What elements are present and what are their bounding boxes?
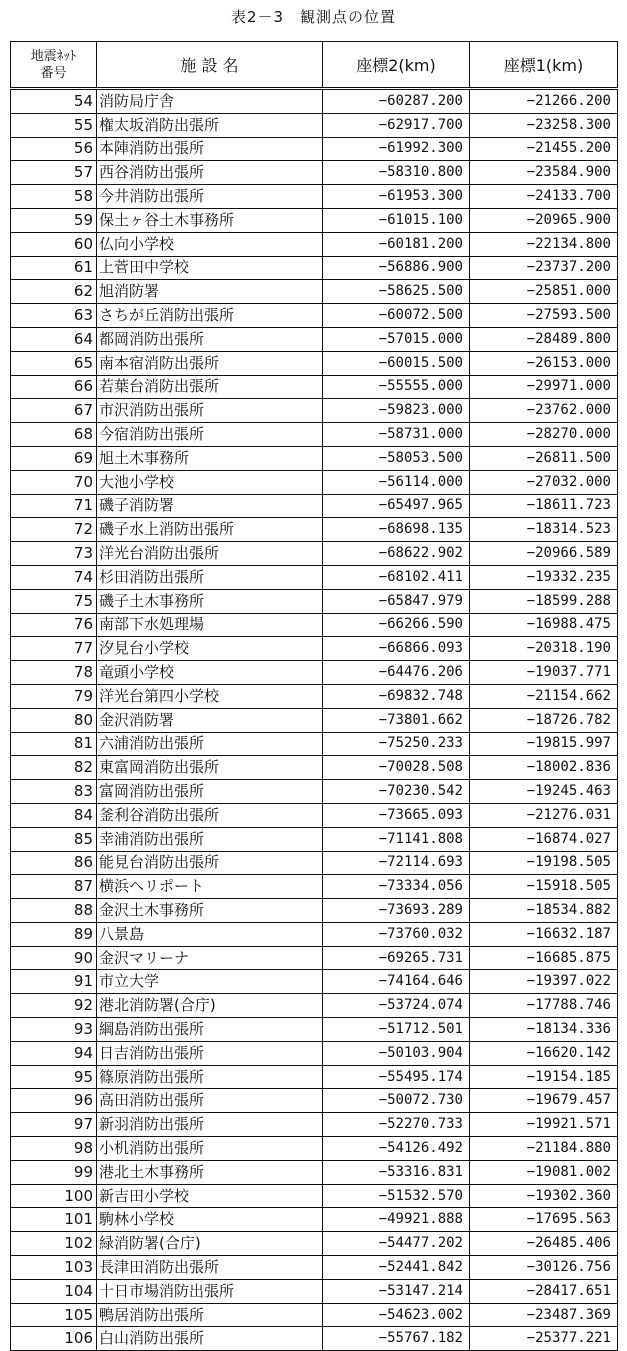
cell-facility-name: 旭土木事務所 <box>97 446 323 470</box>
table-row <box>11 613 618 637</box>
cell-coordinate-1: −27032.000 <box>470 470 618 494</box>
cell-coordinate-1: −21266.200 <box>470 89 618 114</box>
cell-coordinate-2: −52270.733 <box>323 1113 470 1137</box>
cell-facility-name: さちが丘消防出張所 <box>97 304 323 328</box>
observation-points-table <box>10 41 618 1351</box>
cell-facility-name: 市立大学 <box>97 970 323 994</box>
cell-coordinate-2: −73665.093 <box>323 803 470 827</box>
cell-facility-name: 今井消防出張所 <box>97 185 323 209</box>
cell-coordinate-2: −58053.500 <box>323 446 470 470</box>
cell-facility-name: 港北土木事務所 <box>97 1160 323 1184</box>
cell-number: 82 <box>11 756 97 780</box>
cell-coordinate-1: −16685.875 <box>470 946 618 970</box>
cell-number: 103 <box>11 1256 97 1280</box>
cell-number: 86 <box>11 851 97 875</box>
cell-facility-name: 南本宿消防出張所 <box>97 351 323 375</box>
cell-coordinate-1: −19037.771 <box>470 661 618 685</box>
table-row <box>11 89 618 114</box>
column-header-coordinate-1: 座標1(km) <box>470 42 618 89</box>
table-row <box>11 399 618 423</box>
cell-coordinate-1: −22134.800 <box>470 232 618 256</box>
table-row <box>11 708 618 732</box>
cell-coordinate-2: −75250.233 <box>323 732 470 756</box>
cell-coordinate-2: −72114.693 <box>323 851 470 875</box>
table-row <box>11 280 618 304</box>
cell-number: 64 <box>11 327 97 351</box>
table-row <box>11 137 618 161</box>
cell-coordinate-1: −23584.900 <box>470 161 618 185</box>
table-row <box>11 375 618 399</box>
cell-facility-name: 新吉田小学校 <box>97 1184 323 1208</box>
cell-coordinate-1: −19245.463 <box>470 780 618 804</box>
cell-facility-name: 綱島消防出張所 <box>97 1018 323 1042</box>
cell-number: 100 <box>11 1184 97 1208</box>
cell-coordinate-1: −19921.571 <box>470 1113 618 1137</box>
table-row <box>11 875 618 899</box>
cell-facility-name: 磯子水上消防出張所 <box>97 518 323 542</box>
table-row <box>11 1208 618 1232</box>
cell-coordinate-1: −23737.200 <box>470 256 618 280</box>
cell-facility-name: 港北消防署(合庁) <box>97 994 323 1018</box>
cell-coordinate-1: −18134.336 <box>470 1018 618 1042</box>
cell-number: 57 <box>11 161 97 185</box>
cell-number: 75 <box>11 589 97 613</box>
cell-number: 104 <box>11 1279 97 1303</box>
cell-number: 94 <box>11 1041 97 1065</box>
cell-facility-name: 竜頭小学校 <box>97 661 323 685</box>
cell-coordinate-1: −24133.700 <box>470 185 618 209</box>
table-row <box>11 589 618 613</box>
table-row <box>11 1065 618 1089</box>
cell-coordinate-1: −26153.000 <box>470 351 618 375</box>
cell-coordinate-2: −70028.508 <box>323 756 470 780</box>
table-row <box>11 827 618 851</box>
header-row <box>11 42 618 89</box>
cell-facility-name: 洋光台消防出張所 <box>97 542 323 566</box>
cell-coordinate-1: −23258.300 <box>470 113 618 137</box>
cell-coordinate-2: −58731.000 <box>323 423 470 447</box>
table-row <box>11 780 618 804</box>
cell-number: 88 <box>11 899 97 923</box>
cell-facility-name: 都岡消防出張所 <box>97 327 323 351</box>
column-header-number <box>11 42 97 89</box>
cell-coordinate-2: −56114.000 <box>323 470 470 494</box>
cell-coordinate-1: −28270.000 <box>470 423 618 447</box>
cell-coordinate-2: −60072.500 <box>323 304 470 328</box>
cell-facility-name: 消防局庁舎 <box>97 89 323 114</box>
cell-coordinate-1: −27593.500 <box>470 304 618 328</box>
table-row <box>11 423 618 447</box>
cell-number: 76 <box>11 613 97 637</box>
cell-number: 74 <box>11 565 97 589</box>
cell-coordinate-1: −25377.221 <box>470 1327 618 1351</box>
table-row <box>11 899 618 923</box>
cell-facility-name: 日吉消防出張所 <box>97 1041 323 1065</box>
cell-facility-name: 白山消防出張所 <box>97 1327 323 1351</box>
cell-facility-name: 十日市場消防出張所 <box>97 1279 323 1303</box>
cell-facility-name: 能見台消防出張所 <box>97 851 323 875</box>
cell-number: 105 <box>11 1303 97 1327</box>
table-row <box>11 304 618 328</box>
cell-coordinate-2: −73693.289 <box>323 899 470 923</box>
table-row <box>11 803 618 827</box>
cell-facility-name: 高田消防出張所 <box>97 1089 323 1113</box>
cell-facility-name: 金沢マリーナ <box>97 946 323 970</box>
cell-number: 65 <box>11 351 97 375</box>
cell-coordinate-2: −58625.500 <box>323 280 470 304</box>
cell-coordinate-1: −20965.900 <box>470 208 618 232</box>
table-row <box>11 970 618 994</box>
cell-facility-name: 篠原消防出張所 <box>97 1065 323 1089</box>
table-row <box>11 1113 618 1137</box>
cell-coordinate-1: −17788.746 <box>470 994 618 1018</box>
cell-coordinate-1: −20318.190 <box>470 637 618 661</box>
cell-facility-name: 幸浦消防出張所 <box>97 827 323 851</box>
cell-facility-name: 大池小学校 <box>97 470 323 494</box>
table-row <box>11 1256 618 1280</box>
cell-number: 84 <box>11 803 97 827</box>
cell-coordinate-2: −53147.214 <box>323 1279 470 1303</box>
table-row <box>11 1018 618 1042</box>
cell-coordinate-1: −21154.662 <box>470 684 618 708</box>
cell-coordinate-1: −16874.027 <box>470 827 618 851</box>
table-row <box>11 637 618 661</box>
cell-coordinate-2: −66866.093 <box>323 637 470 661</box>
cell-coordinate-2: −61953.300 <box>323 185 470 209</box>
cell-coordinate-2: −59823.000 <box>323 399 470 423</box>
cell-coordinate-2: −55767.182 <box>323 1327 470 1351</box>
cell-facility-name: 若葉台消防出張所 <box>97 375 323 399</box>
table-row <box>11 494 618 518</box>
table-row <box>11 1184 618 1208</box>
cell-coordinate-1: −21184.880 <box>470 1137 618 1161</box>
cell-facility-name: 新羽消防出張所 <box>97 1113 323 1137</box>
table-row <box>11 1089 618 1113</box>
cell-number: 99 <box>11 1160 97 1184</box>
cell-coordinate-1: −18314.523 <box>470 518 618 542</box>
cell-facility-name: 小机消防出張所 <box>97 1137 323 1161</box>
cell-coordinate-1: −19081.002 <box>470 1160 618 1184</box>
cell-coordinate-1: −18534.882 <box>470 899 618 923</box>
table-row <box>11 351 618 375</box>
cell-coordinate-1: −18611.723 <box>470 494 618 518</box>
table-row <box>11 1327 618 1351</box>
cell-coordinate-2: −73334.056 <box>323 875 470 899</box>
cell-coordinate-1: −26811.500 <box>470 446 618 470</box>
table-row <box>11 208 618 232</box>
table-row <box>11 161 618 185</box>
cell-number: 92 <box>11 994 97 1018</box>
cell-facility-name: 金沢消防署 <box>97 708 323 732</box>
cell-coordinate-2: −68102.411 <box>323 565 470 589</box>
cell-facility-name: 杉田消防出張所 <box>97 565 323 589</box>
cell-number: 97 <box>11 1113 97 1137</box>
cell-coordinate-2: −65847.979 <box>323 589 470 613</box>
table-row <box>11 1279 618 1303</box>
table-row <box>11 994 618 1018</box>
table-row <box>11 851 618 875</box>
cell-coordinate-2: −60287.200 <box>323 89 470 114</box>
cell-number: 70 <box>11 470 97 494</box>
cell-facility-name: 富岡消防出張所 <box>97 780 323 804</box>
cell-coordinate-2: −73801.662 <box>323 708 470 732</box>
cell-coordinate-1: −18002.836 <box>470 756 618 780</box>
cell-coordinate-1: −28417.651 <box>470 1279 618 1303</box>
cell-coordinate-1: −19332.235 <box>470 565 618 589</box>
cell-number: 91 <box>11 970 97 994</box>
cell-facility-name: 金沢土木事務所 <box>97 899 323 923</box>
cell-coordinate-2: −53724.074 <box>323 994 470 1018</box>
cell-number: 73 <box>11 542 97 566</box>
cell-number: 72 <box>11 518 97 542</box>
cell-coordinate-2: −60015.500 <box>323 351 470 375</box>
cell-coordinate-2: −74164.646 <box>323 970 470 994</box>
cell-facility-name: 上菅田中学校 <box>97 256 323 280</box>
table-row <box>11 756 618 780</box>
table-row <box>11 113 618 137</box>
cell-coordinate-2: −53316.831 <box>323 1160 470 1184</box>
cell-facility-name: 釜利谷消防出張所 <box>97 803 323 827</box>
cell-facility-name: 西谷消防出張所 <box>97 161 323 185</box>
column-header-number-line2: 番号 <box>40 65 67 81</box>
cell-number: 66 <box>11 375 97 399</box>
table-row <box>11 922 618 946</box>
cell-coordinate-1: −16988.475 <box>470 613 618 637</box>
cell-number: 95 <box>11 1065 97 1089</box>
cell-facility-name: 磯子土木事務所 <box>97 589 323 613</box>
cell-coordinate-1: −19815.997 <box>470 732 618 756</box>
cell-coordinate-2: −54623.002 <box>323 1303 470 1327</box>
cell-number: 61 <box>11 256 97 280</box>
cell-coordinate-1: −20966.589 <box>470 542 618 566</box>
cell-coordinate-1: −19198.505 <box>470 851 618 875</box>
cell-coordinate-2: −68698.135 <box>323 518 470 542</box>
cell-coordinate-2: −56886.900 <box>323 256 470 280</box>
cell-number: 68 <box>11 423 97 447</box>
cell-coordinate-2: −73760.032 <box>323 922 470 946</box>
cell-facility-name: 六浦消防出張所 <box>97 732 323 756</box>
cell-coordinate-2: −61015.100 <box>323 208 470 232</box>
cell-coordinate-1: −30126.756 <box>470 1256 618 1280</box>
table-row <box>11 185 618 209</box>
cell-facility-name: 長津田消防出張所 <box>97 1256 323 1280</box>
cell-facility-name: 仏向小学校 <box>97 232 323 256</box>
cell-coordinate-2: −61992.300 <box>323 137 470 161</box>
cell-coordinate-1: −16620.142 <box>470 1041 618 1065</box>
cell-coordinate-2: −55555.000 <box>323 375 470 399</box>
cell-number: 90 <box>11 946 97 970</box>
cell-coordinate-1: −23762.000 <box>470 399 618 423</box>
cell-number: 89 <box>11 922 97 946</box>
cell-number: 87 <box>11 875 97 899</box>
cell-facility-name: 本陣消防出張所 <box>97 137 323 161</box>
cell-coordinate-1: −26485.406 <box>470 1232 618 1256</box>
cell-coordinate-1: −21455.200 <box>470 137 618 161</box>
cell-coordinate-2: −65497.965 <box>323 494 470 518</box>
cell-facility-name: 権太坂消防出張所 <box>97 113 323 137</box>
cell-number: 58 <box>11 185 97 209</box>
column-header-coordinate-2: 座標2(km) <box>323 42 470 89</box>
cell-coordinate-1: −19302.360 <box>470 1184 618 1208</box>
cell-coordinate-1: −21276.031 <box>470 803 618 827</box>
cell-coordinate-1: −18599.288 <box>470 589 618 613</box>
cell-number: 79 <box>11 684 97 708</box>
cell-number: 56 <box>11 137 97 161</box>
table-row <box>11 1041 618 1065</box>
cell-number: 69 <box>11 446 97 470</box>
table-row <box>11 732 618 756</box>
table-row <box>11 1232 618 1256</box>
table-row <box>11 1303 618 1327</box>
cell-coordinate-2: −62917.700 <box>323 113 470 137</box>
cell-number: 102 <box>11 1232 97 1256</box>
cell-facility-name: 洋光台第四小学校 <box>97 684 323 708</box>
cell-facility-name: 磯子消防署 <box>97 494 323 518</box>
cell-facility-name: 緑消防署(合庁) <box>97 1232 323 1256</box>
cell-coordinate-1: −25851.000 <box>470 280 618 304</box>
cell-number: 83 <box>11 780 97 804</box>
cell-coordinate-2: −71141.808 <box>323 827 470 851</box>
cell-coordinate-2: −69265.731 <box>323 946 470 970</box>
cell-coordinate-2: −50103.904 <box>323 1041 470 1065</box>
cell-number: 106 <box>11 1327 97 1351</box>
cell-coordinate-2: −54126.492 <box>323 1137 470 1161</box>
cell-number: 98 <box>11 1137 97 1161</box>
cell-number: 78 <box>11 661 97 685</box>
cell-number: 81 <box>11 732 97 756</box>
cell-facility-name: 南部下水処理場 <box>97 613 323 637</box>
cell-coordinate-2: −54477.202 <box>323 1232 470 1256</box>
table-row <box>11 470 618 494</box>
table-row <box>11 946 618 970</box>
cell-coordinate-1: −16632.187 <box>470 922 618 946</box>
cell-facility-name: 今宿消防出張所 <box>97 423 323 447</box>
table-row <box>11 518 618 542</box>
cell-coordinate-1: −18726.782 <box>470 708 618 732</box>
cell-coordinate-2: −70230.542 <box>323 780 470 804</box>
cell-coordinate-1: −28489.800 <box>470 327 618 351</box>
cell-number: 80 <box>11 708 97 732</box>
cell-coordinate-1: −19154.185 <box>470 1065 618 1089</box>
table-row <box>11 542 618 566</box>
cell-coordinate-2: −68622.902 <box>323 542 470 566</box>
cell-coordinate-2: −51532.570 <box>323 1184 470 1208</box>
cell-number: 63 <box>11 304 97 328</box>
cell-facility-name: 鴨居消防出張所 <box>97 1303 323 1327</box>
cell-number: 93 <box>11 1018 97 1042</box>
table-row <box>11 661 618 685</box>
column-header-facility-name: 施 設 名 <box>97 42 323 89</box>
cell-number: 59 <box>11 208 97 232</box>
cell-facility-name: 駒林小学校 <box>97 1208 323 1232</box>
cell-coordinate-2: −60181.200 <box>323 232 470 256</box>
cell-coordinate-1: −15918.505 <box>470 875 618 899</box>
cell-number: 60 <box>11 232 97 256</box>
table-row <box>11 1160 618 1184</box>
cell-coordinate-2: −66266.590 <box>323 613 470 637</box>
cell-coordinate-2: −52441.842 <box>323 1256 470 1280</box>
cell-number: 77 <box>11 637 97 661</box>
cell-facility-name: 八景島 <box>97 922 323 946</box>
cell-coordinate-2: −49921.888 <box>323 1208 470 1232</box>
cell-coordinate-2: −50072.730 <box>323 1089 470 1113</box>
table-row <box>11 684 618 708</box>
table-row <box>11 1137 618 1161</box>
cell-coordinate-2: −58310.800 <box>323 161 470 185</box>
cell-facility-name: 保土ヶ谷土木事務所 <box>97 208 323 232</box>
cell-number: 96 <box>11 1089 97 1113</box>
cell-coordinate-2: −51712.501 <box>323 1018 470 1042</box>
table-row <box>11 256 618 280</box>
cell-number: 67 <box>11 399 97 423</box>
cell-number: 85 <box>11 827 97 851</box>
cell-facility-name: 汐見台小学校 <box>97 637 323 661</box>
cell-coordinate-1: −17695.563 <box>470 1208 618 1232</box>
table-row <box>11 446 618 470</box>
cell-facility-name: 旭消防署 <box>97 280 323 304</box>
cell-coordinate-2: −57015.000 <box>323 327 470 351</box>
table-row <box>11 232 618 256</box>
cell-coordinate-1: −19397.022 <box>470 970 618 994</box>
table-row <box>11 327 618 351</box>
table-body <box>11 89 618 1351</box>
cell-coordinate-1: −23487.369 <box>470 1303 618 1327</box>
cell-facility-name: 横浜ヘリポート <box>97 875 323 899</box>
cell-number: 62 <box>11 280 97 304</box>
cell-coordinate-1: −29971.000 <box>470 375 618 399</box>
cell-number: 71 <box>11 494 97 518</box>
table-title: 表2－3 観測点の位置 <box>230 8 397 26</box>
cell-coordinate-2: −69832.748 <box>323 684 470 708</box>
cell-number: 54 <box>11 89 97 114</box>
cell-coordinate-2: −64476.206 <box>323 661 470 685</box>
column-header-number-line1: 地震ﾈｯﾄ <box>30 48 77 64</box>
cell-coordinate-2: −55495.174 <box>323 1065 470 1089</box>
cell-number: 55 <box>11 113 97 137</box>
table-row <box>11 565 618 589</box>
cell-coordinate-1: −19679.457 <box>470 1089 618 1113</box>
cell-facility-name: 東富岡消防出張所 <box>97 756 323 780</box>
cell-number: 101 <box>11 1208 97 1232</box>
cell-facility-name: 市沢消防出張所 <box>97 399 323 423</box>
